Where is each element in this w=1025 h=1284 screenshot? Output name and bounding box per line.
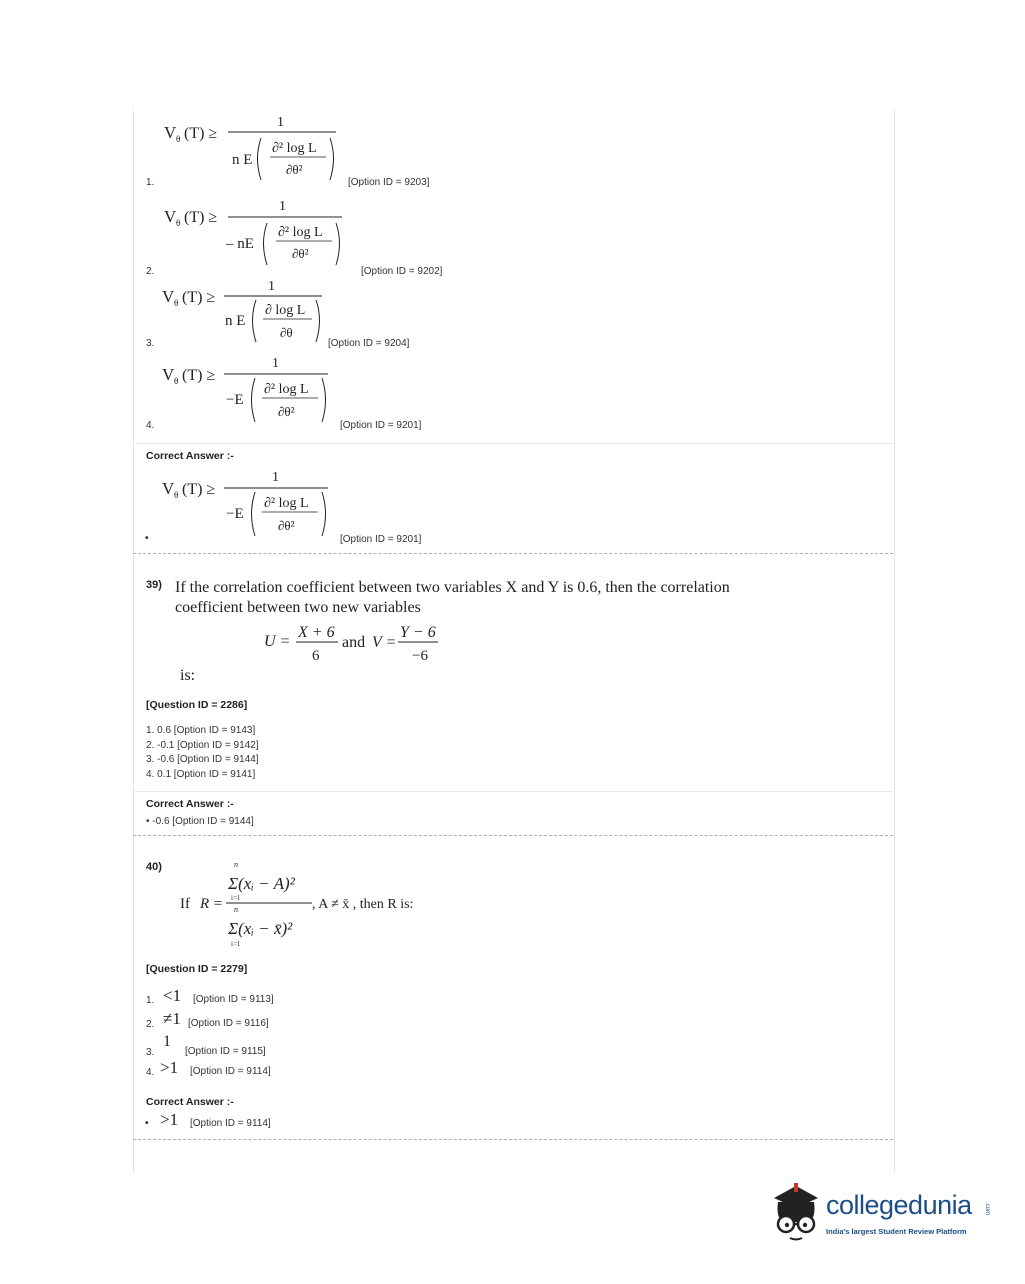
logo-tagline: India's largest Student Review Platform [826,1227,967,1236]
q40-option-2-value: ≠1 [163,1009,181,1028]
svg-text:V: V [164,123,177,142]
svg-text:∂² log L: ∂² log L [272,141,317,156]
question-separator [133,1139,893,1140]
q40-correct-id: [Option ID = 9114] [190,1118,271,1129]
svg-text:Σ(xᵢ − x̄)²: Σ(xᵢ − x̄)² [228,919,293,938]
svg-text:n: n [234,905,238,914]
svg-text:1: 1 [268,279,275,294]
q38-option-1-id: [Option ID = 9203] [348,177,430,188]
svg-text:U =: U = [264,633,291,650]
q39-correct-answer: • -0.6 [Option ID = 9144] [146,816,254,827]
svg-text:V: V [164,207,177,226]
svg-text:∂θ: ∂θ [280,325,293,340]
svg-text:∂θ²: ∂θ² [278,518,295,533]
svg-text:−E: −E [226,506,244,522]
q39-option-2: 2. -0.1 [Option ID = 9142] [146,739,259,751]
q40-correct-value: >1 [160,1110,179,1129]
q38-option-1-formula [160,112,380,192]
svg-text:1: 1 [272,470,279,485]
question-separator [133,835,893,836]
q38-option-3-number: 3. [146,338,155,349]
q39-text-line2: coefficient between two new variables [175,599,421,616]
q40-option-3-value: 1 [163,1033,171,1050]
q40-option-3-number: 3. [146,1047,155,1058]
svg-text:V: V [162,479,175,498]
q39-option-1: 1. 0.6 [Option ID = 9143] [146,725,256,736]
svg-text:R =: R = [200,896,224,912]
svg-text:∂² log L: ∂² log L [264,382,309,397]
collegedunia-logo [768,1178,998,1248]
svg-text:θ: θ [174,298,179,308]
svg-text:and: and [342,634,366,651]
svg-text:−6: −6 [412,648,428,664]
svg-text:i=1: i=1 [231,894,241,902]
q38-option-2-number: 2. [146,266,155,277]
svg-text:(T) ≥: (T) ≥ [184,125,218,142]
q40-formula [178,858,458,950]
logo-domain: .com [984,1202,990,1216]
svg-text:∂θ²: ∂θ² [286,162,303,177]
q40-number: 40) [146,861,162,873]
q38-option-3-id: [Option ID = 9204] [328,338,410,349]
svg-text:(T) ≥: (T) ≥ [182,481,216,498]
svg-text:– nE: – nE [226,236,254,252]
svg-text:(T) ≥: (T) ≥ [182,289,216,306]
q39-is-text: is: [180,667,196,684]
svg-text:θ: θ [174,376,179,386]
svg-text:X + 6: X + 6 [298,624,335,641]
svg-text:V: V [162,365,175,384]
q40-option-4-value: >1 [160,1058,179,1077]
svg-text:If: If [180,896,190,912]
q40-option-2-id: [Option ID = 9116] [188,1018,269,1029]
q40-option-3-id: [Option ID = 9115] [185,1046,266,1057]
svg-text:6: 6 [312,648,320,664]
q39-text-line1: If the correlation coefficient between two variables X and Y is 0.6, then the correlation [175,579,730,596]
q38-option-4-number: 4. [146,420,155,431]
q39-option-4: 4. 0.1 [Option ID = 9141] [146,768,256,780]
question-separator [133,553,893,554]
svg-text:Y − 6: Y − 6 [400,624,436,641]
divider [133,791,893,792]
svg-text:1: 1 [272,356,279,371]
mascot-icon [768,1178,824,1248]
q40-question-id: [Question ID = 2279] [146,963,248,975]
svg-text:i=1: i=1 [231,940,241,948]
q39-number: 39) [146,579,162,591]
svg-text:n: n [234,860,238,869]
svg-text:∂² log L: ∂² log L [264,496,309,511]
svg-text:θ: θ [176,218,181,228]
q38-option-4-id: [Option ID = 9201] [340,420,422,431]
svg-text:Σ(xᵢ − A)²: Σ(xᵢ − A)² [228,874,295,893]
q38-option-2-formula [160,196,380,276]
svg-text:∂ log L: ∂ log L [265,303,306,318]
svg-text:θ: θ [174,490,179,500]
svg-text:(T) ≥: (T) ≥ [182,367,216,384]
q40-option-4-number: 4. [146,1067,155,1078]
q40-option-1-number: 1. [146,995,155,1006]
q38-correct-id: [Option ID = 9201] [340,534,422,545]
q39-formula [262,620,462,668]
logo-wordmark: collegedunia [826,1190,972,1220]
q39-option-3: 3. -0.6 [Option ID = 9144] [146,754,259,765]
svg-text:θ: θ [176,134,181,144]
svg-text:1: 1 [279,199,286,214]
svg-text:n E: n E [225,313,246,329]
svg-text:n E: n E [232,152,253,168]
q40-option-1-value: <1 [163,986,182,1005]
q40-correct-answer-label: Correct Answer :- [146,1096,234,1108]
svg-text:1: 1 [277,115,284,130]
svg-text:V =: V = [372,634,397,651]
q40-option-4-id: [Option ID = 9114] [190,1066,271,1077]
q39-question-id: [Question ID = 2286] [146,699,248,711]
svg-text:, A ≠ x̄ , then R is:: , A ≠ x̄ , then R is: [312,897,414,912]
q38-correct-bullet: • [145,533,149,544]
q38-option-1-number: 1. [146,177,155,188]
q38-correct-answer-label: Correct Answer :- [146,450,234,462]
svg-text:V: V [162,287,175,306]
q40-option-1-id: [Option ID = 9113] [193,994,274,1005]
q39-options-list [146,724,259,782]
svg-text:∂² log L: ∂² log L [278,225,323,240]
divider [133,443,893,444]
svg-text:(T) ≥: (T) ≥ [184,209,218,226]
svg-text:−E: −E [226,392,244,408]
q40-correct-bullet: • [145,1118,149,1129]
svg-text:∂θ²: ∂θ² [278,404,295,419]
svg-text:∂θ²: ∂θ² [292,246,309,261]
q40-option-2-number: 2. [146,1019,155,1030]
q39-correct-answer-label: Correct Answer :- [146,798,234,810]
q38-option-2-id: [Option ID = 9202] [361,266,443,277]
